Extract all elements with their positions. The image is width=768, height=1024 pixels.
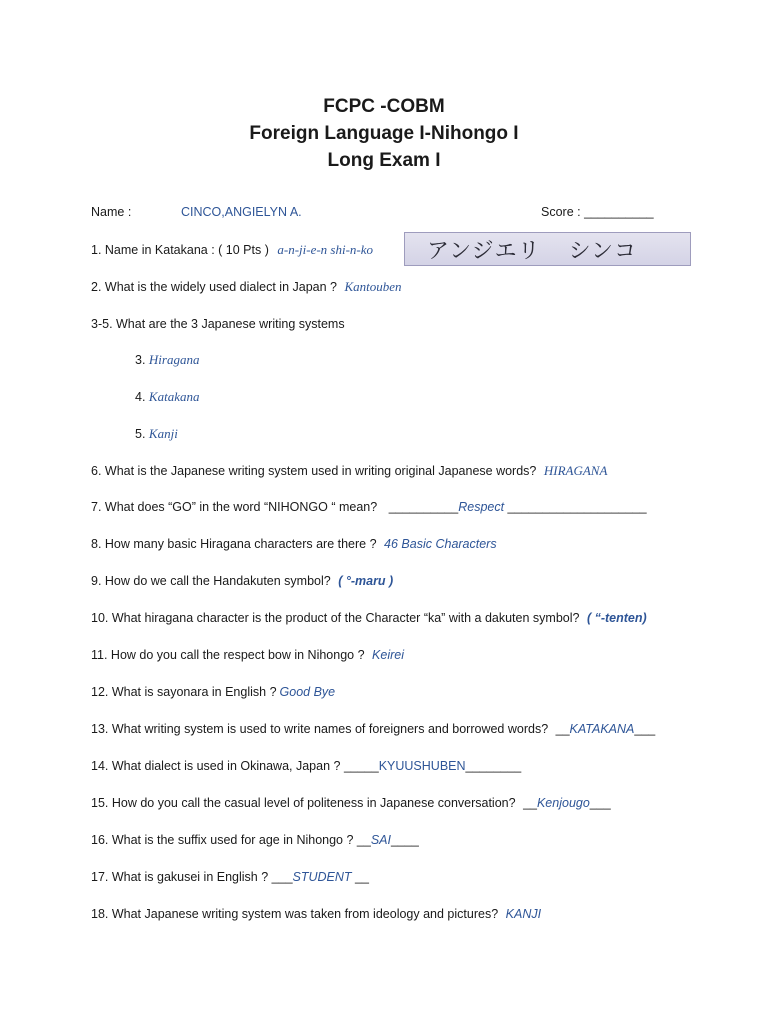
question-12: [91, 685, 335, 699]
question-10-answer: ( “-tenten): [586, 611, 647, 625]
question-17-answer: STUDENT: [292, 870, 352, 884]
question-16-text: 16. What is the suffix used for age in Nihongo ?: [91, 833, 354, 847]
name-label: Name :: [91, 205, 132, 219]
school-title: FCPC -COBM: [323, 96, 445, 117]
question-7-blank-after: ____________________: [504, 500, 647, 514]
question-17: [91, 870, 369, 884]
question-9: [91, 574, 393, 588]
name-value: CINCO,ANGIELYN A.: [181, 205, 302, 219]
question-1: [91, 242, 373, 258]
question-4: [135, 389, 199, 405]
question-16-answer: SAI: [370, 833, 391, 847]
question-5: [135, 426, 178, 442]
question-18-answer: KANJI: [505, 907, 542, 921]
question-7-blank-before: __________: [388, 500, 459, 514]
question-8: [91, 537, 497, 551]
question-13-blank-after: ___: [634, 722, 656, 736]
question-3-num: 3.: [135, 353, 146, 367]
question-3-5: 3-5. What are the 3 Japanese writing systems: [91, 317, 345, 331]
question-15: [91, 796, 611, 810]
question-5-num: 5.: [135, 427, 146, 441]
katakana-family-name: シンコ: [568, 238, 638, 264]
question-11: [91, 648, 404, 662]
question-15-blank-before: __: [523, 796, 537, 810]
question-17-blank-before: ___: [271, 870, 293, 884]
question-4-answer: Katakana: [148, 389, 200, 404]
question-8-text: 8. How many basic Hiragana characters are there ?: [91, 537, 377, 551]
exam-title: Long Exam I: [327, 150, 441, 171]
course-title: Foreign Language I-Nihongo I: [249, 123, 519, 144]
question-3: [135, 352, 199, 368]
question-6-answer: HIRAGANA: [543, 463, 608, 478]
question-4-num: 4.: [135, 390, 146, 404]
question-10-text: 10. What hiragana character is the product of the Character “ka” with a dakuten symbol?: [91, 611, 580, 625]
question-11-answer: Keirei: [372, 648, 404, 662]
question-18-text: 18. What Japanese writing system was taken from ideology and pictures?: [91, 907, 499, 921]
question-1-answer: a-n-ji-e-n shi-n-ko: [277, 242, 374, 257]
katakana-given-name: アンジエリ: [427, 238, 541, 264]
question-15-blank-after: ___: [589, 796, 611, 810]
question-16-blank-before: __: [356, 833, 371, 847]
question-9-text: 9. How do we call the Handakuten symbol?: [91, 574, 331, 588]
question-14-blank-before: _____: [343, 759, 379, 773]
handwritten-katakana-image: [404, 232, 691, 266]
question-9-answer: ( °-maru ): [338, 574, 394, 588]
question-2-text: 2. What is the widely used dialect in Japan ?: [91, 280, 337, 294]
question-13-answer: KATAKANA: [569, 722, 635, 736]
question-7: [91, 500, 647, 514]
question-15-answer: Kenjougo: [536, 796, 590, 810]
question-12-text: 12. What is sayonara in English ?: [91, 685, 277, 699]
question-2: [91, 279, 402, 295]
question-14-text: 14. What dialect is used in Okinawa, Japan ?: [91, 759, 341, 773]
question-6: [91, 463, 607, 479]
question-12-answer: Good Bye: [279, 685, 336, 699]
question-14-blank-after: ________: [465, 759, 522, 773]
score-label: Score : __________: [541, 205, 654, 219]
question-7-answer: Respect: [458, 500, 505, 514]
question-6-text: 6. What is the Japanese writing system used in writing original Japanese words?: [91, 464, 537, 478]
question-8-answer: 46 Basic Characters: [384, 537, 497, 551]
question-3-answer: Hiragana: [148, 352, 200, 367]
question-5-answer: Kanji: [148, 426, 178, 441]
question-16-blank-after: ____: [390, 833, 419, 847]
question-11-text: 11. How do you call the respect bow in Nihongo ?: [91, 648, 365, 662]
question-15-text: 15. How do you call the casual level of politeness in Japanese conversation?: [91, 796, 516, 810]
question-17-text: 17. What is gakusei in English ?: [91, 870, 269, 884]
question-17-blank-after: __: [351, 870, 369, 884]
question-10: [91, 611, 647, 625]
question-16: [91, 833, 419, 847]
question-13: [91, 722, 655, 736]
question-2-answer: Kantouben: [344, 279, 402, 294]
question-13-blank-before: __: [555, 722, 570, 736]
question-18: [91, 907, 541, 921]
question-1-text: 1. Name in Katakana : ( 10 Pts ): [91, 243, 269, 257]
question-13-text: 13. What writing system is used to write names of foreigners and borrowed words?: [91, 722, 549, 736]
question-14: [91, 759, 521, 773]
question-14-answer: KYUUSHUBEN: [378, 759, 466, 773]
question-7-text: 7. What does “GO” in the word “NIHONGO “ mean?: [91, 500, 378, 514]
